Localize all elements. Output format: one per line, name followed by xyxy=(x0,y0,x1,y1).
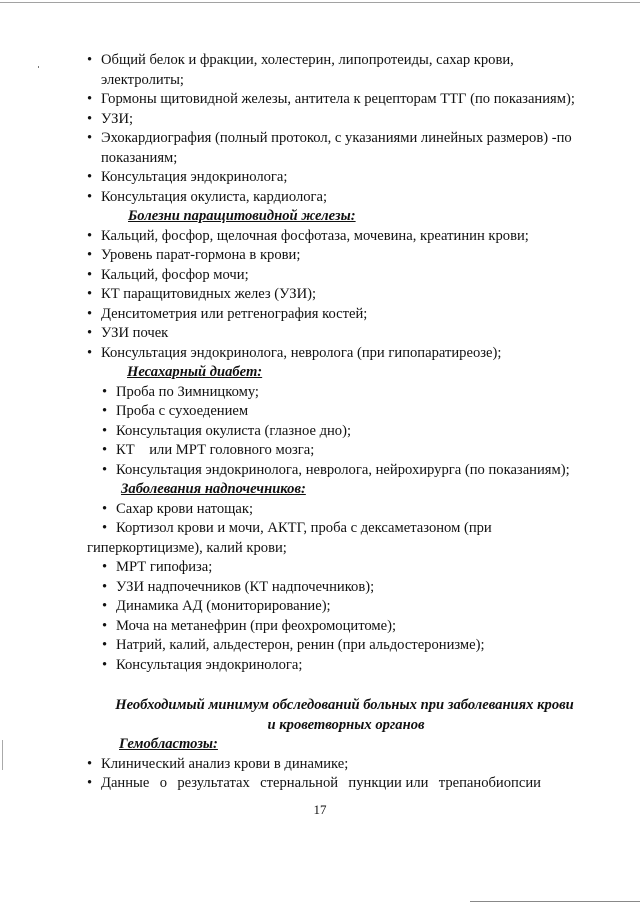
scan-mark xyxy=(2,740,3,770)
word: стернальной xyxy=(260,775,339,791)
list-item: • Клинический анализ крови в динамике; xyxy=(87,755,605,775)
list-item-continuation: показаниям; xyxy=(101,149,178,166)
list-item: • Моча на метанефрин (при феохромоцитоме); xyxy=(102,617,605,637)
hemoblastoses-exam-list xyxy=(87,755,605,794)
list-item: • МРТ гипофиза; xyxy=(102,558,605,578)
list-item: • Консультация эндокринолога; xyxy=(102,656,605,676)
scan-mark xyxy=(38,66,39,68)
justified-line xyxy=(101,774,541,794)
list-item: • КТ или МРТ головного мозга; xyxy=(102,441,605,461)
word: пункции или xyxy=(348,775,429,791)
list-item: • Натрий, калий, альдестерон, ренин (при альдостеронизме); xyxy=(102,636,605,656)
list-item-continuation: гиперкортицизме), калий крови; xyxy=(87,539,287,556)
list-item: • Эхокардиография (полный протокол, с указаниями линейных размеров) -по xyxy=(87,129,605,149)
list-item: • Динамика АД (мониторирование); xyxy=(102,597,605,617)
list-item: • Кальций, фосфор, щелочная фосфотаза, мочевина, креатинин крови; xyxy=(87,227,605,247)
list-item: • КТ паращитовидных желез (УЗИ); xyxy=(87,285,605,305)
list-item: • Проба по Зимницкому; xyxy=(102,383,605,403)
list-item-continuation: электролиты; xyxy=(101,71,184,88)
list-item: • УЗИ; xyxy=(87,110,605,130)
list-item: • Консультация окулиста (глазное дно); xyxy=(102,422,605,442)
list-item: • Консультация эндокринолога, невролога, нейрохирурга (по показаниям); xyxy=(102,461,605,481)
list-item: • УЗИ надпочечников (КТ надпочечников); xyxy=(102,578,605,598)
list-item: • Консультация эндокринолога, невролога (при гипопаратиреозе); xyxy=(87,344,605,364)
list-item: • Кальций, фосфор мочи; xyxy=(87,266,605,286)
section-heading-parathyroid: Болезни паращитовидной железы: xyxy=(128,208,356,224)
scan-edge-line xyxy=(0,2,640,3)
section-heading-adrenal: Заболевания надпочечников: xyxy=(121,481,306,497)
section-title-continuation: и кроветворных органов xyxy=(267,716,425,733)
list-item: • Консультация окулиста, кардиолога; xyxy=(87,188,605,208)
list-item: • Уровень парат-гормона в крови; xyxy=(87,246,605,266)
adrenal-exam-list xyxy=(87,500,605,676)
word: трепанобиопсии xyxy=(438,775,541,791)
list-item: • Кортизол крови и мочи, АКТГ, проба с дексаметазоном (при xyxy=(102,519,605,539)
list-item: • Гормоны щитовидной железы, антитела к рецепторам ТТГ (по показаниям); xyxy=(87,90,605,110)
parathyroid-exam-list xyxy=(87,227,605,364)
diabetes-exam-list xyxy=(102,383,605,481)
section-heading-diabetes-insipidus: Несахарный диабет: xyxy=(127,364,263,380)
list-item: • УЗИ почек xyxy=(87,324,605,344)
list-item: • Проба с сухоедением xyxy=(102,402,605,422)
list-item: • Денситометрия или ретгенография костей; xyxy=(87,305,605,325)
list-item: • Сахар крови натощак; xyxy=(102,500,605,520)
list-item: • Консультация эндокринолога; xyxy=(87,168,605,188)
page-body xyxy=(87,51,605,794)
section-heading-hemoblastoses: Гемобластозы: xyxy=(119,736,218,752)
spacer xyxy=(87,675,605,692)
section-title: Необходимый минимум обследований больных при заболеваниях крови xyxy=(115,697,574,713)
page-number: 17 xyxy=(313,802,327,817)
scan-edge-line xyxy=(470,901,640,902)
word: • Данные xyxy=(101,775,150,791)
word: результатах xyxy=(177,775,250,791)
list-item xyxy=(87,774,605,794)
list-item: • Общий белок и фракции, холестерин, липопротеиды, сахар крови, xyxy=(87,51,605,71)
thyroid-exam-list xyxy=(87,51,605,207)
word: о xyxy=(159,775,167,791)
